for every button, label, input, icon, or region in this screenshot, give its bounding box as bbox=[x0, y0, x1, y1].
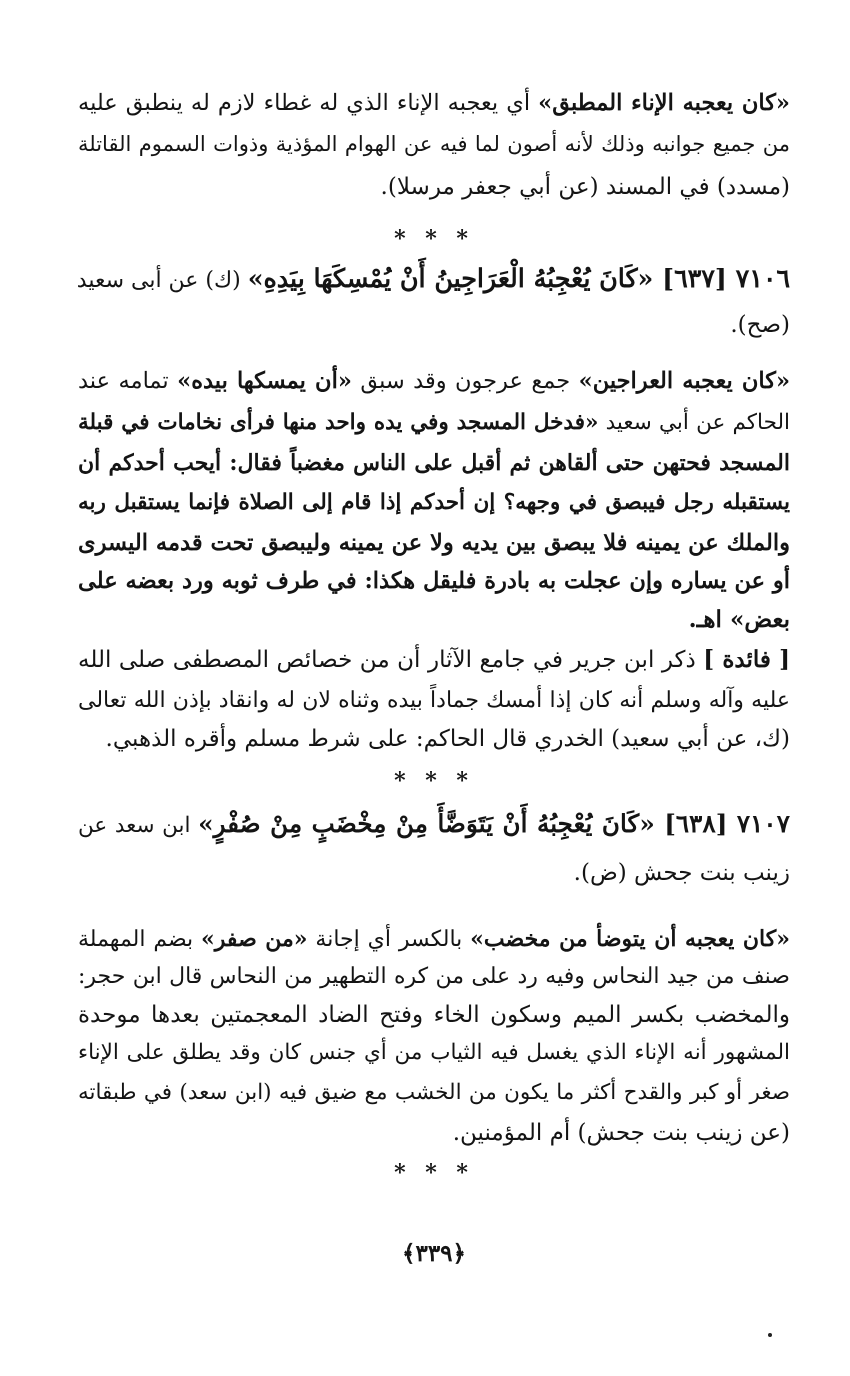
commentary-text: بالكسر أي إجانة bbox=[307, 927, 471, 952]
quoted-phrase: «أن يمسكها بيده» bbox=[177, 368, 352, 394]
book-page bbox=[78, 0, 790, 1376]
hadith-source: ابن سعد عن bbox=[78, 813, 199, 838]
section-separator: * * * bbox=[394, 226, 474, 252]
text-line: المشهور أنه الإناء الذي يغسل فيه الثياب من أي جنس كان وقد يطلق على الإناء bbox=[78, 1040, 790, 1065]
scan-speck bbox=[768, 1333, 772, 1337]
text-line: المسجد فحتهن حتى ألقاهن ثم أقبل على الناس مغضباً فقال: أيحب أحدكم أن bbox=[78, 450, 790, 476]
quoted-phrase: «كان يعجبه أن يتوضأ من مخضب» bbox=[470, 926, 790, 952]
hadith-text: «كَانَ يُعْجِبُهُ الْعَرَاجِينُ أَنْ يُمْسِكَهَا بِيَدِهِ» bbox=[247, 263, 654, 293]
text-line: (عن زينب بنت جحش) أم المؤمنين. bbox=[452, 1120, 790, 1146]
section-separator: * * * bbox=[394, 1160, 474, 1186]
commentary-text: بضم المهملة bbox=[78, 927, 202, 952]
commentary-text: تمامه عند bbox=[78, 368, 178, 394]
text-line bbox=[78, 412, 790, 434]
quoted-phrase: «كان يعجبه العراجين» bbox=[578, 368, 791, 394]
text-line: صنف من جيد النحاس وفيه رد على من كره التطهير من النحاس قال ابن حجر: bbox=[78, 964, 790, 989]
quoted-phrase: «كان يعجبه الإناء المطبق» bbox=[538, 90, 790, 116]
hadith-number: ٧١٠٧ [٦٣٨] bbox=[654, 809, 790, 838]
hadith-header bbox=[76, 263, 790, 293]
text-line bbox=[78, 370, 790, 393]
commentary-text: أي يعجبه الإناء الذي له غطاء لازم له ينطبق عليه bbox=[78, 90, 539, 116]
hadith-grade: (صح). bbox=[730, 312, 790, 338]
quoted-text: «فدخل المسجد وفي يده واحد منها فرأى نخامات في قبلة bbox=[78, 410, 599, 435]
hadith-text: «كَانَ يُعْجِبُهُ أَنْ يَتَوَضَّأَ مِنْ مِخْضَبٍ مِنْ صُفْرٍ» bbox=[198, 809, 655, 838]
text-line: يستقبله رجل فيبصق في وجهه؟ إن أحدكم إذا قام إلى الصلاة فإنما يستقبل ربه bbox=[78, 490, 790, 515]
text-line bbox=[78, 648, 790, 672]
text-line: (مسدد) في المسند (عن أبي جعفر مرسلا). bbox=[380, 174, 790, 200]
page-number: ﴿٣٣٩﴾ bbox=[401, 1240, 467, 1267]
text-line: صغر أو كبر والقدح أكثر ما يكون من الخشب مع ضيق فيه (ابن سعد) في طبقاته bbox=[78, 1080, 790, 1105]
text-line: عليه وآله وسلم أنه كان إذا أمسك جماداً بيده وثناه لان له وانقاد بإذن الله تعالى bbox=[78, 688, 790, 713]
note-label: [ فائدة ] bbox=[703, 646, 790, 673]
text-line: من جميع جوانبه وذلك لأنه أصون لما فيه عن الهوام المؤذية وذوات السموم القاتلة bbox=[78, 132, 790, 156]
text-line: والملك عن يمينه فلا يبصق بين يديه ولا عن يمينه وليبصق تحت قدمه اليسرى bbox=[78, 530, 790, 556]
hadith-header bbox=[78, 809, 790, 838]
text-line: بعض» اهـ. bbox=[688, 606, 790, 633]
commentary-text: الحاكم عن أبي سعيد bbox=[598, 410, 790, 435]
text-line: أو عن يساره وإن عجلت به بادرة فليقل هكذا: في طرف ثوبه ورد بعضه على bbox=[78, 568, 790, 594]
hadith-source-line: زينب بنت جحش (ض). bbox=[573, 860, 790, 886]
text-line bbox=[78, 92, 790, 115]
hadith-number: ٧١٠٦ [٦٣٧] bbox=[653, 263, 790, 293]
section-separator: * * * bbox=[394, 768, 474, 794]
text-line: (ك، عن أبي سعيد) الخدري قال الحاكم: على شرط مسلم وأقره الذهبي. bbox=[105, 726, 790, 752]
quoted-phrase: «من صفر» bbox=[201, 926, 308, 952]
text-line bbox=[78, 928, 790, 951]
commentary-text: جمع عرجون وقد سبق bbox=[351, 368, 579, 394]
commentary-text: ذكر ابن جرير في جامع الآثار أن من خصائص المصطفى صلى الله bbox=[78, 647, 704, 673]
hadith-source: (ك) عن أبى سعيد bbox=[76, 268, 248, 293]
text-line: والمخضب بكسر الميم وسكون الخاء وفتح الضاد المعجمتين بعدها موحدة bbox=[78, 1002, 790, 1028]
